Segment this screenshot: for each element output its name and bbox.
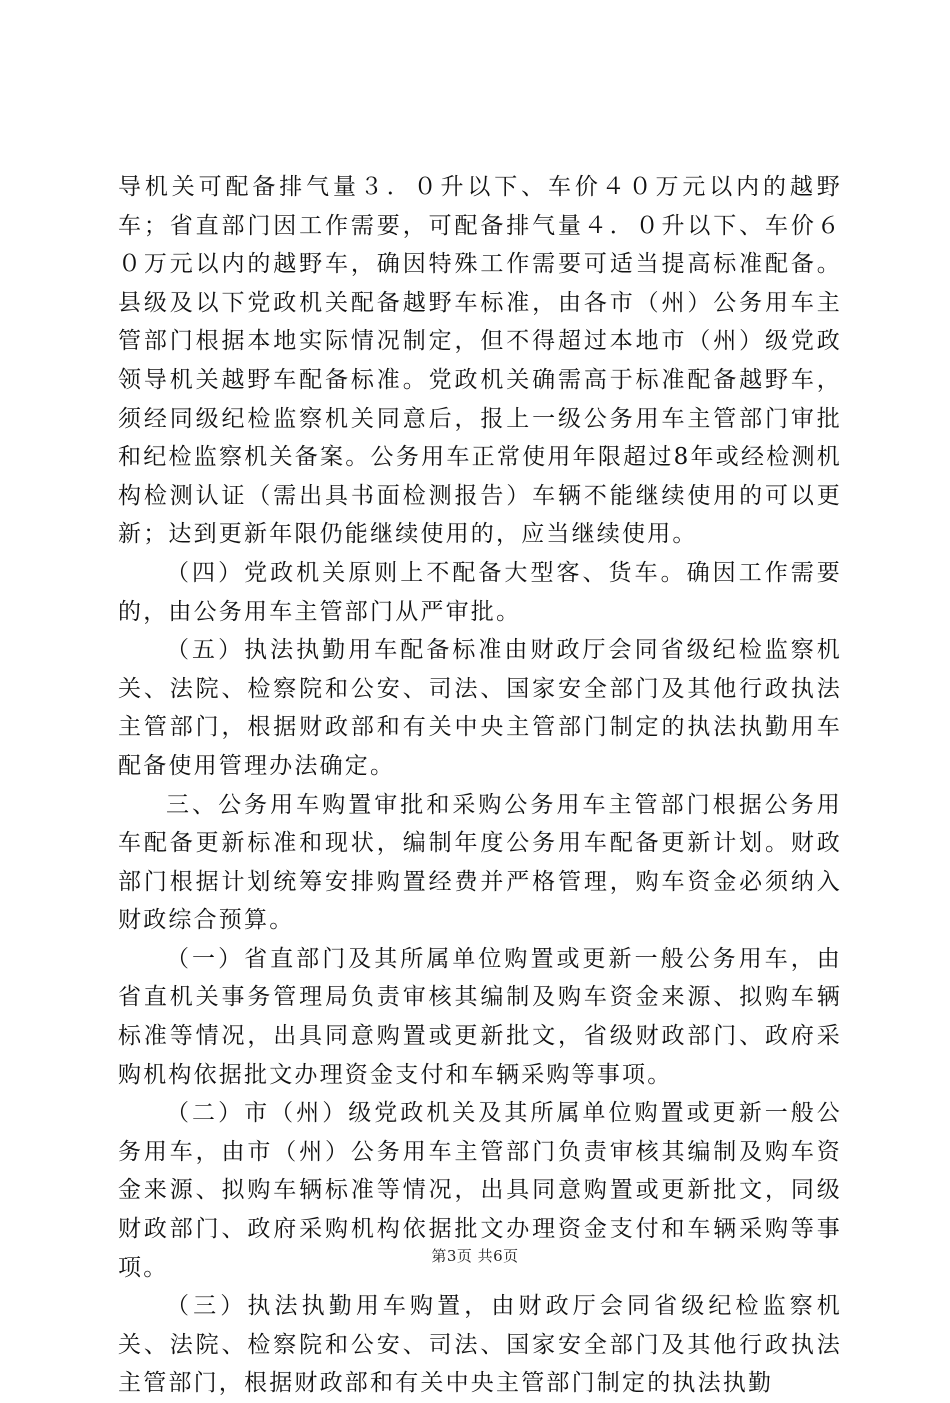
paragraph-item-3: （三）执法执勤用车购置，由财政厅会同省级纪检监察机关、法院、检察院和公安、司法、国家安全部门及其他行政执法主管部门，根据财政部和有关中央主管部门制定的执法执勤 [118, 1293, 842, 1397]
document-body [118, 168, 842, 1403]
paragraph-section-3: 三、公务用车购置审批和采购公务用车主管部门根据公务用车配备更新标准和现状，编制年度公务用车配备更新计划。财政部门根据计划统筹安排购置经费并严格管理，购车资金必须纳入财政综合预算。 [118, 791, 842, 934]
paragraph-continuation: 导机关可配备排气量３．０升以下、车价４０万元以内的越野车；省直部门因工作需要，可配备排气量４．０升以下、车价６０万元以内的越野车，确因特殊工作需要可适当提高标准配备。县级及以下党政机关配备越野车标准，由各市（州）公务用车主管部门根据本地实际情况制定，但不得超过本地市（州）级党政领导机关越野车配备标准。党政机关确需高于标准配备越野车，须经同级纪检监察机关同意后，报上一级公务用车主管部门审批和纪检监察机关备案。公务用车正常使用年限超过8年或经检测机构检测认证（需出具书面检测报告）车辆不能继续使用的可以更新；达到更新年限仍能继续使用的，应当继续使用。 [118, 174, 842, 548]
paragraph-item-1: （一）省直部门及其所属单位购置或更新一般公务用车，由省直机关事务管理局负责审核其编制及购车资金来源、拟购车辆标准等情况，出具同意购置或更新批文，省级财政部门、政府采购机构依据批文办理资金支付和车辆采购等事项。 [118, 945, 842, 1088]
paragraph-item-5: （五）执法执勤用车配备标准由财政厅会同省级纪检监察机关、法院、检察院和公安、司法、国家安全部门及其他行政执法主管部门，根据财政部和有关中央主管部门制定的执法执勤用车配备使用管理办法确定。 [118, 637, 842, 779]
paragraph-item-4: （四）党政机关原则上不配备大型客、货车。确因工作需要的，由公务用车主管部门从严审批。 [118, 559, 842, 625]
page-footer: 第3页 共6页 [431, 1247, 519, 1265]
paragraph-item-2: （二）市（州）级党政机关及其所属单位购置或更新一般公务用车，由市（州）公务用车主管部门负责审核其编制及购车资金来源、拟购车辆标准等情况，出具同意购置或更新批文，同级财政部门、政府采购机构依据批文办理资金支付和车辆采购等事项。 [118, 1100, 842, 1281]
